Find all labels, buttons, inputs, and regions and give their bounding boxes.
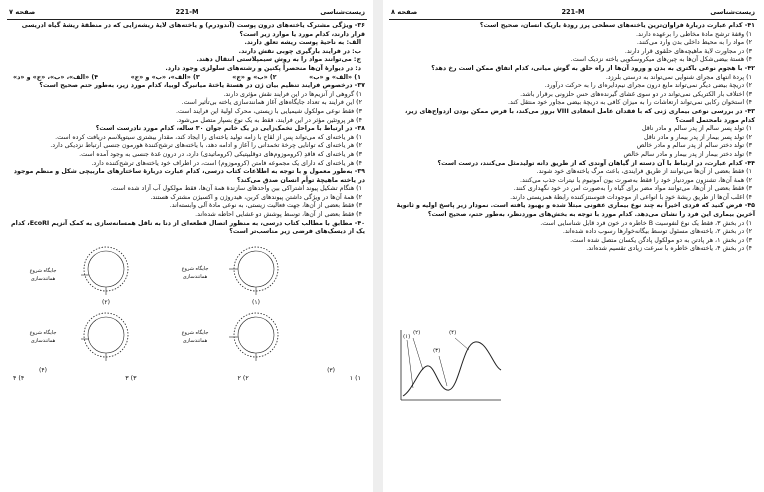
header-code: 221-M (561, 8, 585, 16)
plasmid-icon (71, 239, 141, 301)
question-39: ۳۹- به‌طور معمول و با توجه به اطلاعات کتاب درسی، کدام عبارت دربارهٔ ساختارهای ماربیچی شکل و منظم موجود در یاخته ماهیچهٔ توأم انسان صدق می‌کند؟ (13, 168, 365, 184)
q38-option-4[interactable]: ۴) هر یاخته‌ای که دارای یک مجموعه فامتن (کروموزوم) است، در اطراف خود یاخته‌های ترشح‌کننده دارد. (91, 159, 362, 167)
page-left (3, 4, 371, 488)
plasmid-icon (221, 239, 291, 301)
q37-option-4[interactable]: ۴) هر پروتئین مؤثر در این فرایند، فقط به یک نوع بسپار متصل می‌شود. (176, 116, 362, 124)
origin-label-3: جایگاه شروع همانندسازی (181, 329, 209, 345)
diagram-label-3: (۳) (327, 366, 335, 374)
origin-label-1: جایگاه شروع همانندسازی (181, 265, 209, 281)
graph-label-2: (۲) (413, 330, 421, 336)
header-code: 221-M (175, 8, 199, 16)
q44-option-3[interactable]: ۳) فقط بعضی از آن‌ها، می‌توانند مواد مضر برای گیاه را به‌صورت امن در خود نگهداری کنند. (513, 185, 752, 193)
question-44: ۴۴- کدام عبارت، در ارتباط با آن دسته از گیاهان آوندی که از طریق دانه تولیدمثل می‌کنند، درست است؟ (437, 159, 755, 167)
q40-bottom-labels (9, 367, 365, 376)
q39-option-2[interactable]: ۲) همهٔ آن‌ها در ویژگی داشتن پیوندهای کربن، هیدروژن و اکسیژن مشترک هستند. (150, 193, 362, 201)
question-38: ۳۸- در ارتباط با مراحل تخمک‌زایی در یک خانم جوان ۳۰ ساله، کدام مورد نادرست است؟ (95, 125, 365, 133)
graph-label-4: (۴) (449, 330, 457, 336)
diagram-label-4: (۴) (39, 366, 47, 374)
graph-label-1: (۱) (403, 334, 411, 340)
q36-item-d: د: در دیوارهٔ آن‌ها منحصراً پکتین و رشته‌های سلولزی وجود دارد. (165, 64, 361, 72)
question-43: ۴۳- در بررسی نوعی بیماری ژنی که با فقدان عامل انعقادی VIII بروز می‌کند، با فرض ممکن بودن ازدواج‌های زیر، کدام مورد نامحتمل است؟ (404, 107, 755, 124)
page-header (389, 6, 757, 20)
header-page-number: صفحه ۷ (9, 8, 36, 16)
q42-option-1[interactable]: ۱) پردهٔ انتهای مجرای شنوایی نمی‌تواند به درستی بلرزد. (605, 73, 752, 81)
q44-option-2[interactable]: ۲) همهٔ آن‌ها، تشنزون موردنیاز خود را فقط به‌صورت یون آمونیوم یا نیترات جذب می‌کنند. (520, 176, 752, 184)
q40-option-1[interactable]: ۱) ۱ (349, 375, 361, 383)
q41-option-2[interactable]: ۲) مواد را به محیط داخلی بدن وارد می‌کنند. (636, 39, 752, 47)
plasmid-diagram-1 (221, 239, 291, 301)
plasmid-diagram-3 (221, 305, 291, 367)
q39-option-4[interactable]: ۴) فقط بعضی از آن‌ها، توسط پوشش دو غشایی احاطه شده‌اند. (195, 211, 362, 219)
diagram-label-1: (۱) (252, 298, 260, 306)
q36-option-4[interactable]: ۴) «الف»، «ب»، «ج» و «د» (13, 73, 99, 81)
header-subject: زیست‌شناسی (320, 8, 365, 16)
plasmid-icon (221, 305, 291, 367)
q36-item-c: ج: می‌توانند مواد را به روش سیمپلاستی انتقال دهند. (196, 56, 361, 64)
q40-option-2[interactable]: ۲) ۲ (237, 375, 249, 383)
q43-option-3[interactable]: ۳) تولد دختر سالم از پدر سالم و مادر خالص (636, 142, 752, 150)
q45-option-4[interactable]: ۴) در بخش ۴، یاخته‌های خاطره با سرعت زیادی تقسیم شده‌اند. (586, 245, 752, 253)
graph-label-3: (۳) (433, 348, 441, 354)
q45-options-block (391, 220, 755, 254)
origin-label-2: جایگاه شروع همانندسازی (29, 267, 57, 283)
q42-option-2[interactable]: ۲) دریچهٔ بیضی دیگر نمی‌تواند مایع درون مجرای نیم‌دایره‌ای را به حرکت درآورد. (544, 82, 752, 90)
q39-option-1[interactable]: ۱) هنگام تشکیل پیوند اشتراکی بین واحدهای سازندهٔ همهٔ آن‌ها، فقط مولکول آب آزاد شده است. (110, 185, 362, 193)
q36-item-b: ب: در فرایند بارگیری چوبی نقش دارند. (238, 47, 361, 55)
q38-option-3[interactable]: ۳) هر یاخته‌ای که فاقدِ (کروموزوم‌های دوقلیپتیکی (کروماتیدی) دارد، در درون غدهٔ جنسی به وجود آمده است. (79, 150, 362, 158)
q37-option-3[interactable]: ۳) فقط نوعی مولکول شیمیایی با زیستی، محرک اولیهٔ این فرایند است. (175, 107, 362, 115)
q43-option-1[interactable]: ۱) تولد پسر سالم از پدر سالم و مادر ناقل (641, 125, 752, 133)
q41-option-1[interactable]: ۱) وقفهٔ ترشح مادهٔ مخاطی را برعهده دارند. (636, 30, 752, 38)
q37-option-1[interactable]: ۱) گروهی از آنزیم‌ها در این فرایند نقش مؤثری دارند. (223, 90, 362, 98)
q45-option-2[interactable]: ۲) در بخش ۲، یاخته‌های مسئول توسط بیگانه‌خوارها رسوب داده شده‌اند. (562, 228, 752, 236)
q40-option-3[interactable]: ۳) ۳ (125, 375, 137, 383)
plasmid-icon (71, 305, 141, 367)
q41-option-3[interactable]: ۳) در مجاورت لایهٔ ماهیچه‌های حلقوی قرار دارند. (624, 47, 752, 55)
question-37: ۳۷- درخصوص فرایند تنظیم بیان ژن در هستهٔ یاختهٔ میانبرگ لوبیا، کدام مورد زیر، به‌طور حتم صحیح است؟ (39, 82, 365, 90)
q36-option-2[interactable]: ۲) «ب» و «ج» (232, 73, 277, 81)
page-right (385, 4, 761, 488)
page-body (391, 22, 755, 254)
q40-option-4[interactable]: ۴) ۴ (13, 375, 25, 383)
q45-option-1[interactable]: ۱) در بخش ۳، فقط یک نوع لنفوسیت B خاطره در خون فرد قابل شناسایی است. (540, 219, 752, 227)
origin-label-4: جایگاه شروع همانندسازی (29, 329, 57, 345)
q36-option-3[interactable]: ۳) «الف»، «ب» و «ج» (130, 73, 200, 81)
header-subject: زیست‌شناسی (710, 8, 755, 16)
plasmid-diagram-2 (71, 239, 141, 301)
plasmid-diagram-4 (71, 305, 141, 367)
q39-option-3[interactable]: ۳) فقط بعضی از آن‌ها، جهت فعالیت زیستی، به نوعی مادهٔ آلی وابسته‌اند. (169, 202, 362, 210)
page-header (7, 6, 367, 20)
question-42: ۴۲- با هجوم نوعی باکتری به بدن و ورود آن‌ها از راه حلق به گوش میانی، کدام اتفاق ممکن است رخ دهد؟ (431, 64, 755, 72)
header-page-number: صفحه ۸ (391, 8, 418, 16)
question-45: ۴۵- فرض کنید که فردی اخیراً به چند نوع بیماری عفونی مبتلا شده و بهبود یافته است. نمودار زیر پاسخ اولیه و ثانویهٔ آخرین بیماری این فرد را نشان می‌دهد. کدام مورد با توجه به بخش‌های موردنظر، به‌طور حتم، صحیح است؟ (396, 202, 755, 219)
page-body (9, 22, 365, 384)
q42-option-4[interactable]: ۴) استخوان رکابی نمی‌تواند ارتعاشات را به میزان کافی به دریچهٔ بیضی مجاور خود منتقل کند. (508, 99, 752, 107)
question-36: ۳۶- ویژگی مشترک یاخته‌های درون پوست (آندودرم) و یاخته‌های لایهٔ ریشه‌زایی که در منطقهٔ ریشهٔ گیاه ادریسی قرار دارند، کدام مورد یا موارد زیر است؟ (21, 22, 365, 38)
question-41: ۴۱- کدام عبارت دربارهٔ فراوان‌ترین یاخته‌های سطحی پرز رودهٔ باریک انسان، صحیح است؟ (479, 22, 755, 29)
q37-option-2[interactable]: ۲) این فرایند به تعداد جایگاه‌های آغاز همانندسازی یاخته بی‌تأثیر است. (181, 99, 362, 107)
plasmid-diagrams (9, 239, 365, 367)
q43-option-4[interactable]: ۴) تولد دختر بیمار از پدر بیمار و مادر سالم خالص (623, 150, 752, 158)
q38-option-2[interactable]: ۲) هر یاخته‌ای که توانایی چرخهٔ تخمدانی را آغاز و ادامه دهد، با یاخته‌های ترشح‌کنندهٔ هورمون جنسی ارتباط نزدیکی دارد. (50, 142, 362, 150)
page-gutter (373, 0, 383, 492)
q45-option-3[interactable]: ۳) در بخش ۱، هر پادتن به دو مولکول پادگن یکسان متصل شده است. (570, 236, 752, 244)
question-40: ۴۰- مطابق با مطالب کتاب درسی، به منظور اتصال قطعه‌ای از دنا به ناقل همسانه‌سازی به کمک آنزیم EcoRI، کدام یک از دیسک‌های فرضی زیر مناسب‌تر است؟ (11, 219, 365, 236)
antibody-response-graph (393, 326, 505, 406)
q43-option-2[interactable]: ۲) تولد پسر بیمار از پدر بیمار و مادر ناقل (644, 133, 752, 141)
q42-option-3[interactable]: ۳) اختلاف بار الکتریکی نمی‌تواند در دو سوی غشای گیرنده‌های حس حلزونی برقرار باشد. (520, 90, 752, 98)
q36-option-1[interactable]: ۱) «الف» و «ب» (309, 73, 361, 81)
diagram-label-2: (۲) (102, 298, 110, 306)
q36-item-a: الف: به ناحیهٔ پوست ریشه تعلق دارند. (244, 39, 361, 47)
q44-option-1[interactable]: ۱) فقط بعضی از آن‌ها می‌توانند از طریق فرایندی، باعث مرگ یاخته‌های خود شوند. (536, 168, 752, 176)
q36-options (9, 74, 365, 83)
q44-option-4[interactable]: ۴) اغلب آن‌ها از طریق ریشهٔ خود با انواعی از موجودات فتوسنتزکننده رابطهٔ همزیستی دارند. (510, 193, 752, 201)
q38-option-1[interactable]: ۱) هر یاخته‌ای که می‌تواند پس از لقاح با زامه تولید یاخته‌ای را ایجاد کند، مقدار بیشتری سیتوپلاسم دریافت کرده است. (55, 133, 362, 141)
q40-options (9, 375, 365, 384)
q41-option-4[interactable]: ۴) هستهٔ بیضی‌شکل آن‌ها به چین‌های میکروسکوپی یاخته نزدیک است. (570, 56, 752, 64)
